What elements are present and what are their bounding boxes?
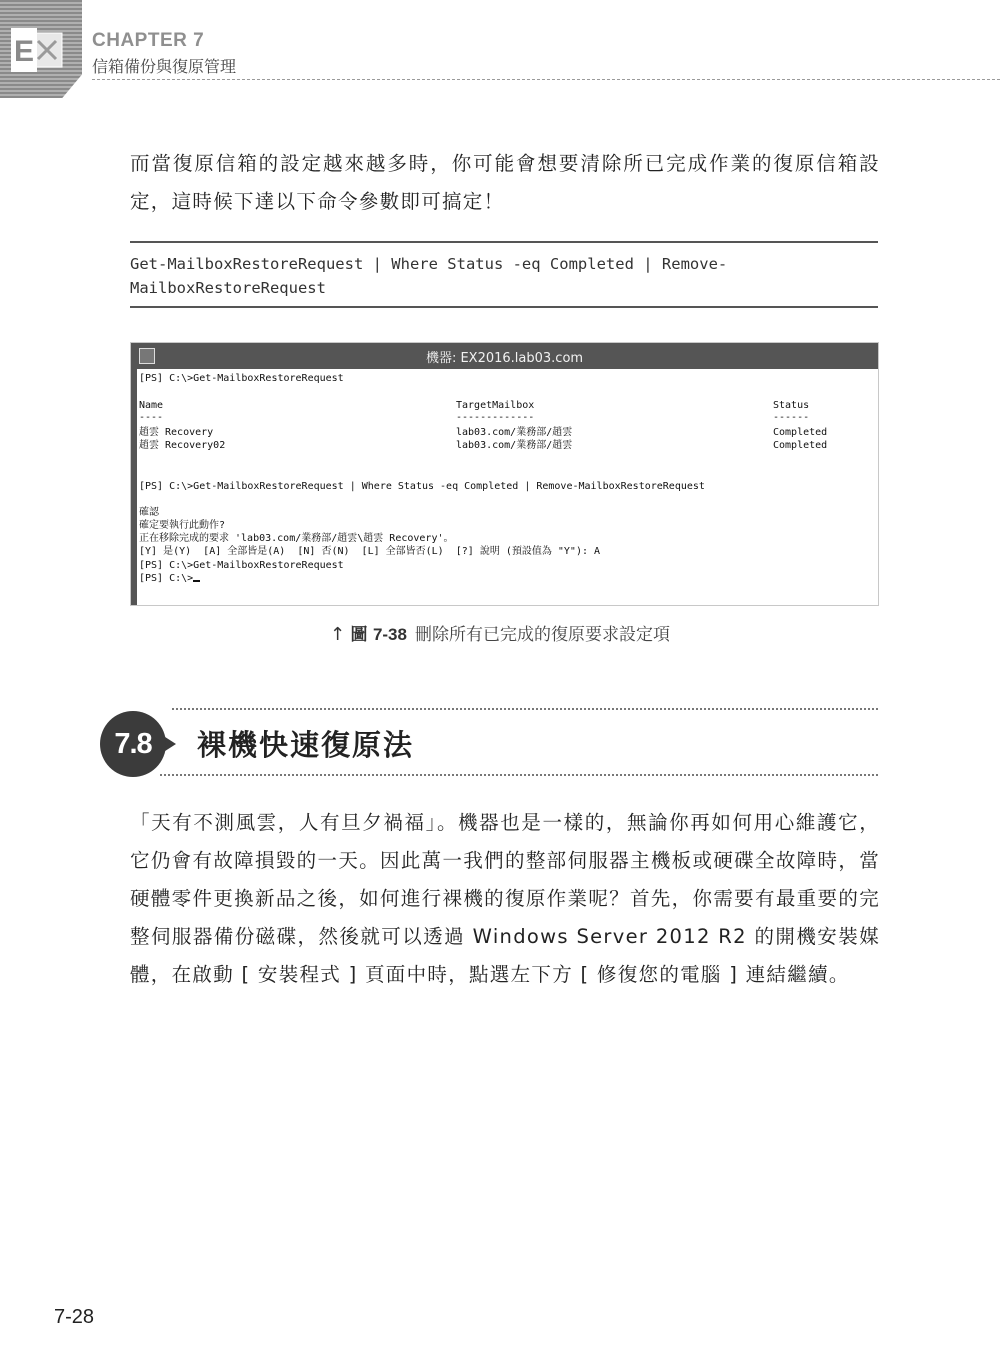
table-row-2-target: lab03.com/業務部/趙雲 <box>456 440 573 451</box>
col-underline-target: ------------- <box>456 412 535 423</box>
table-row-2-name: 趙雲 Recovery02 <box>139 440 226 451</box>
col-header-name: Name <box>139 400 164 411</box>
table-row-1-name: 趙雲 Recovery <box>139 427 214 438</box>
caption-number: 7-38 <box>372 625 407 644</box>
console-screenshot <box>130 342 879 606</box>
console-prompt-1: [PS] C:\>Get-MailboxRestoreRequest <box>139 373 344 384</box>
intro-paragraph: 而當復原信箱的設定越來越多時，你可能會想要清除所已完成作業的復原信箱設定，這時候下達以下命令參數即可搞定！ <box>130 152 880 213</box>
col-underline-name: ---- <box>139 412 164 423</box>
code-line-1: Get-MailboxRestoreRequest | Where Status -eq Completed | Remove- <box>130 255 728 273</box>
section-divider-top <box>172 708 878 710</box>
section-title: 裸機快速復原法 <box>197 728 415 762</box>
console-cursor <box>193 580 200 582</box>
console-title: 機器: EX2016.lab03.com <box>425 351 584 366</box>
console-output <box>139 371 876 603</box>
svg-text:E: E <box>13 35 35 68</box>
chapter-subtitle: 信箱備份與復原管理 <box>92 57 237 76</box>
col-underline-status: ------ <box>773 412 810 423</box>
table-row-2-status: Completed <box>773 440 828 451</box>
caption-text: 刪除所有已完成的復原要求設定項 <box>414 625 670 645</box>
confirm-options: [Y] 是(Y) [A] 全部皆是(A) [N] 否(N) [L] 全部皆否(L) [?] 說明 (預設值為 "Y"): A <box>139 546 601 557</box>
code-block <box>130 241 878 308</box>
console-title-bar <box>131 343 878 369</box>
chapter-label: CHAPTER 7 <box>92 30 205 51</box>
header-divider <box>92 79 1000 80</box>
col-header-target: TargetMailbox <box>456 400 535 411</box>
confirm-detail: 正在移除完成的要求 'lab03.com/業務部/趙雲\趙雲 Recovery'。 <box>139 533 454 544</box>
exchange-logo-icon <box>10 27 64 73</box>
code-line-2: MailboxRestoreRequest <box>130 279 326 297</box>
code-text <box>130 252 878 300</box>
confirm-question: 確定要執行此動作? <box>139 520 226 531</box>
table-row-1-target: lab03.com/業務部/趙雲 <box>456 427 573 438</box>
body-paragraph: 「天有不測風雲，人有旦夕禍福」。機器也是一樣的，無論你再如何用心維護它，它仍會有故障損毀的一天。因此萬一我們的整部伺服器主機板或硬碟全故障時，當硬體零件更換新品之後，如何進行裸機的復原作業呢？首先，你需要有最重要的完整伺服器備份磁碟，然後就可以透過 Windows Server 2012 R2 的開機安裝媒體，在啟動 [ 安裝程式 ] 頁面中時，點選左下方 [ 修復您的電腦 ] 連結繼續。 <box>130 811 880 986</box>
section-number: 7.8 <box>114 728 152 760</box>
table-row-1-status: Completed <box>773 427 828 438</box>
figure-caption <box>0 620 1000 645</box>
caption-arrow-icon: ↑ <box>330 624 346 645</box>
console-prompt-4 <box>139 572 200 585</box>
console-prompt-4-text: [PS] C:\> <box>139 573 194 584</box>
console-frame <box>131 369 137 605</box>
page-number: 7-28 <box>54 1306 95 1328</box>
console-prompt-3: [PS] C:\>Get-MailboxRestoreRequest <box>139 560 344 571</box>
section-divider-bottom <box>160 774 878 776</box>
caption-label: 圖 <box>350 625 368 644</box>
console-prompt-2: [PS] C:\>Get-MailboxRestoreRequest | Where Status -eq Completed | Remove-MailboxRestoreRequest <box>139 481 705 492</box>
confirm-title: 確認 <box>139 507 159 518</box>
col-header-status: Status <box>773 400 810 411</box>
